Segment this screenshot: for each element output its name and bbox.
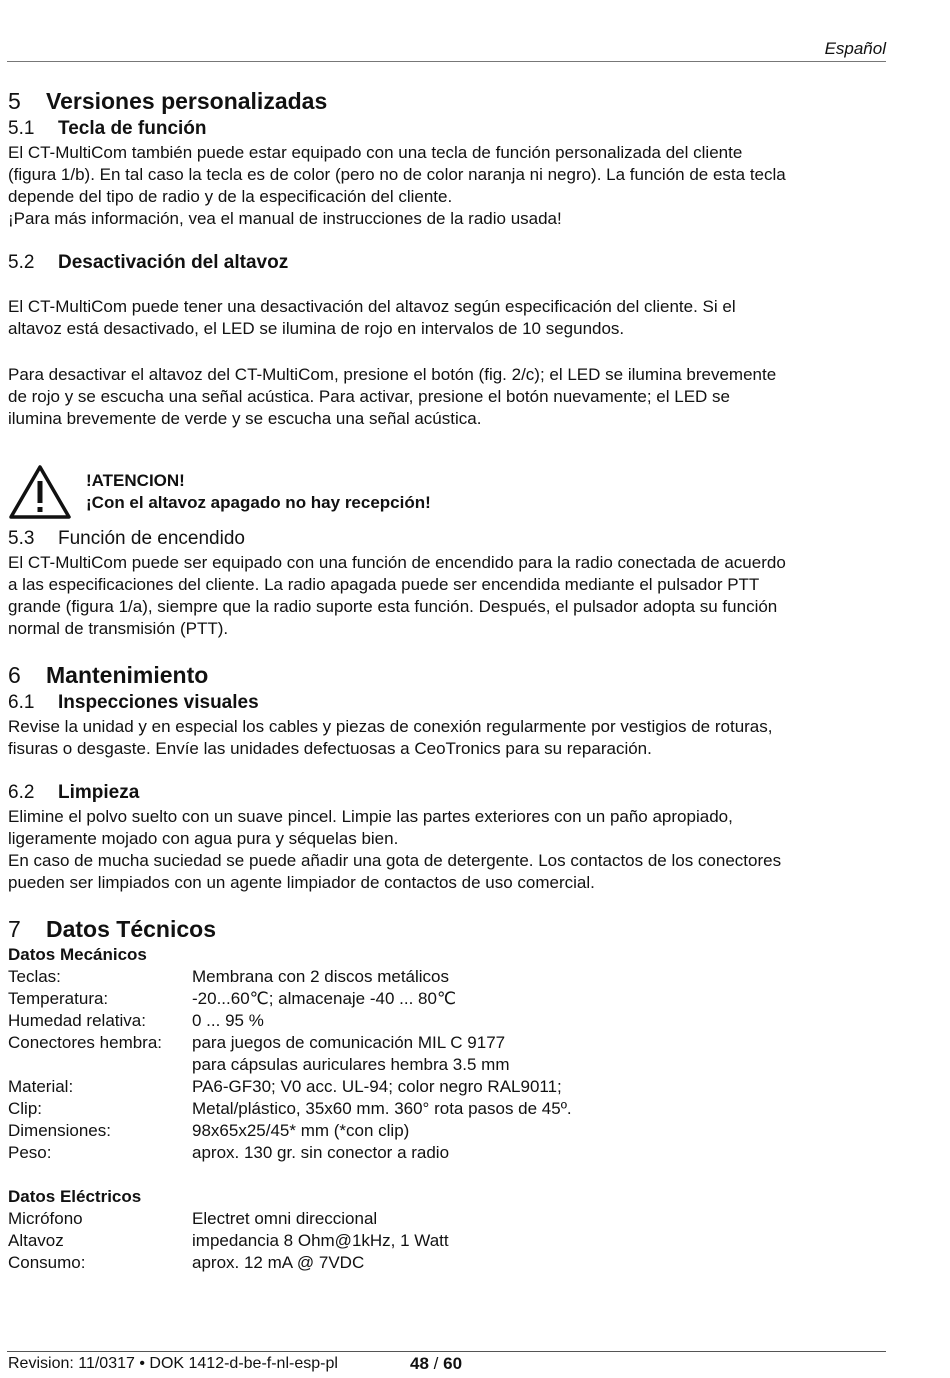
spec-value: impedancia 8 Ohm@1kHz, 1 Watt bbox=[192, 1231, 449, 1250]
subsection-title: Limpieza bbox=[58, 782, 140, 803]
spec-key: Consumo: bbox=[8, 1253, 86, 1272]
section-6-2-heading bbox=[8, 780, 888, 806]
section-title: Versiones personalizadas bbox=[46, 88, 328, 114]
paragraph-line: fisuras o desgaste. Envíe las unidades defectuosas a CeoTronics para su reparación. bbox=[8, 739, 652, 758]
elec-spec-list bbox=[8, 1208, 888, 1274]
subsection-title: Tecla de función bbox=[58, 118, 207, 139]
section-number: 7 bbox=[8, 916, 21, 942]
current-page: 48 bbox=[410, 1354, 429, 1373]
paragraph-line: depende del tipo de radio y de la especificación del cliente. bbox=[8, 187, 453, 206]
paragraph-line: Elimine el polvo suelto con un suave pincel. Limpie las partes exteriores con un paño apropiado, bbox=[8, 807, 733, 826]
section-5-2-heading bbox=[8, 250, 888, 276]
mech-data-title: Datos Mecánicos bbox=[8, 945, 147, 964]
spec-row bbox=[8, 988, 888, 1010]
spec-row bbox=[8, 1054, 888, 1076]
spec-key: Teclas: bbox=[8, 967, 61, 986]
spec-row bbox=[8, 1098, 888, 1120]
warning-line: !ATENCION! bbox=[86, 471, 185, 490]
spec-row bbox=[8, 1010, 888, 1032]
subsection-number: 6.2 bbox=[8, 782, 35, 803]
spec-key: Clip: bbox=[8, 1099, 43, 1118]
spec-key: Conectores hembra: bbox=[8, 1033, 163, 1052]
subsection-title: Inspecciones visuales bbox=[58, 692, 259, 713]
page-number bbox=[410, 1354, 462, 1374]
warning-triangle-icon bbox=[8, 464, 72, 520]
spec-value: Electret omni direccional bbox=[192, 1209, 378, 1228]
spec-value: para juegos de comunicación MIL C 9177 bbox=[192, 1033, 506, 1052]
spec-value: Metal/plástico, 35x60 mm. 360° rota pasos de 45º. bbox=[192, 1099, 572, 1118]
paragraph-line: pueden ser limpiados con un agente limpiador de contactos de uso comercial. bbox=[8, 873, 595, 892]
paragraph-line: Para desactivar el altavoz del CT-MultiCom, presione el botón (fig. 2/c); el LED se ilumina brevemente bbox=[8, 365, 777, 384]
paragraph-line: El CT-MultiCom puede tener una desactivación del altavoz según especificación del cliente. Si el bbox=[8, 297, 736, 316]
paragraph-line: de rojo y se escucha una señal acústica. Para activar, presione el botón nuevamente; el LED se bbox=[8, 387, 730, 406]
footer-revision: Revision: 11/0317 • DOK 1412-d-be-f-nl-esp-pl bbox=[8, 1355, 338, 1372]
subsection-number: 5.1 bbox=[8, 118, 35, 139]
spec-value: PA6-GF30; V0 acc. UL-94; color negro RAL9011; bbox=[192, 1077, 562, 1096]
footer-rule bbox=[7, 1351, 886, 1352]
warning-text bbox=[86, 470, 431, 514]
spec-key: Humedad relativa: bbox=[8, 1011, 146, 1030]
spec-row bbox=[8, 1120, 888, 1142]
spec-key: Dimensiones: bbox=[8, 1121, 111, 1140]
section-6-1-heading bbox=[8, 690, 888, 716]
paragraph-line: (figura 1/b). En tal caso la tecla es de color (pero no de color naranja ni negro). La función de esta tecla bbox=[8, 165, 786, 184]
paragraph-line: a las especificaciones del cliente. La radio apagada puede ser encendida mediante el pulsador PTT bbox=[8, 575, 760, 594]
spec-row bbox=[8, 1252, 888, 1274]
paragraph-line: ¡Para más información, vea el manual de instrucciones de la radio usada! bbox=[8, 209, 562, 228]
total-pages: 60 bbox=[443, 1354, 463, 1373]
paragraph-line: ilumina brevemente de verde y se escucha una señal acústica. bbox=[8, 409, 482, 428]
section-7-heading bbox=[8, 914, 888, 944]
spec-value: 98x65x25/45* mm (*con clip) bbox=[192, 1121, 410, 1140]
header-rule bbox=[7, 61, 886, 62]
section-title: Datos Técnicos bbox=[46, 916, 216, 942]
spec-value: para cápsulas auriculares hembra 3.5 mm bbox=[192, 1055, 510, 1074]
footer bbox=[8, 1354, 463, 1373]
paragraph-line: En caso de mucha suciedad se puede añadir una gota de detergente. Los contactos de los conectores bbox=[8, 851, 782, 870]
subsection-title: Desactivación del altavoz bbox=[58, 252, 289, 273]
paragraph-line: normal de transmisión (PTT). bbox=[8, 619, 229, 638]
header-language: Español bbox=[824, 39, 886, 58]
section-number: 6 bbox=[8, 662, 21, 688]
spec-key: Temperatura: bbox=[8, 989, 109, 1008]
section-title: Mantenimiento bbox=[46, 662, 209, 688]
spec-key bbox=[8, 1054, 192, 1076]
spec-row bbox=[8, 1230, 888, 1252]
spec-key: Altavoz bbox=[8, 1231, 64, 1250]
spec-value: aprox. 130 gr. sin conector a radio bbox=[192, 1143, 450, 1162]
paragraph-line: El CT-MultiCom puede ser equipado con una función de encendido para la radio conectada de acuerdo bbox=[8, 553, 786, 572]
spec-row bbox=[8, 1032, 888, 1054]
warning-block bbox=[8, 464, 888, 520]
subsection-title: Función de encendido bbox=[58, 528, 245, 549]
spec-key: Peso: bbox=[8, 1143, 52, 1162]
subsection-number: 5.3 bbox=[8, 528, 35, 549]
section-6-heading bbox=[8, 660, 888, 690]
paragraph-line: Revise la unidad y en especial los cables y piezas de conexión regularmente por vestigios de roturas, bbox=[8, 717, 773, 736]
spec-value: aprox. 12 mA @ 7VDC bbox=[192, 1253, 365, 1272]
spec-value: Membrana con 2 discos metálicos bbox=[192, 967, 450, 986]
spec-value: -20...60℃; almacenaje -40 ... 80℃ bbox=[192, 989, 457, 1008]
section-5-3-heading bbox=[8, 526, 888, 552]
spec-row bbox=[8, 966, 888, 988]
page-separator: / bbox=[433, 1354, 439, 1373]
mech-spec-list bbox=[8, 966, 888, 1164]
spec-row bbox=[8, 1208, 888, 1230]
spec-value: 0 ... 95 % bbox=[192, 1011, 264, 1030]
paragraph-line: El CT-MultiCom también puede estar equipado con una tecla de función personalizada del cliente bbox=[8, 143, 743, 162]
spec-key: Micrófono bbox=[8, 1209, 83, 1228]
section-5-1-heading bbox=[8, 116, 888, 142]
paragraph-line: ligeramente mojado con agua pura y séquelas bien. bbox=[8, 829, 399, 848]
main-content bbox=[8, 86, 888, 1274]
elec-data-title: Datos Eléctricos bbox=[8, 1187, 142, 1206]
subsection-number: 6.1 bbox=[8, 692, 35, 713]
section-number: 5 bbox=[8, 88, 21, 114]
spec-key: Material: bbox=[8, 1077, 74, 1096]
spec-row bbox=[8, 1142, 888, 1164]
spec-row bbox=[8, 1076, 888, 1098]
paragraph-line: altavoz está desactivado, el LED se ilumina de rojo en intervalos de 10 segundos. bbox=[8, 319, 625, 338]
section-5-heading bbox=[8, 86, 888, 116]
warning-line: ¡Con el altavoz apagado no hay recepción! bbox=[86, 493, 431, 512]
subsection-number: 5.2 bbox=[8, 252, 35, 273]
paragraph-line: grande (figura 1/a), siempre que la radio suporte esta función. Después, el pulsador adopta su función bbox=[8, 597, 778, 616]
